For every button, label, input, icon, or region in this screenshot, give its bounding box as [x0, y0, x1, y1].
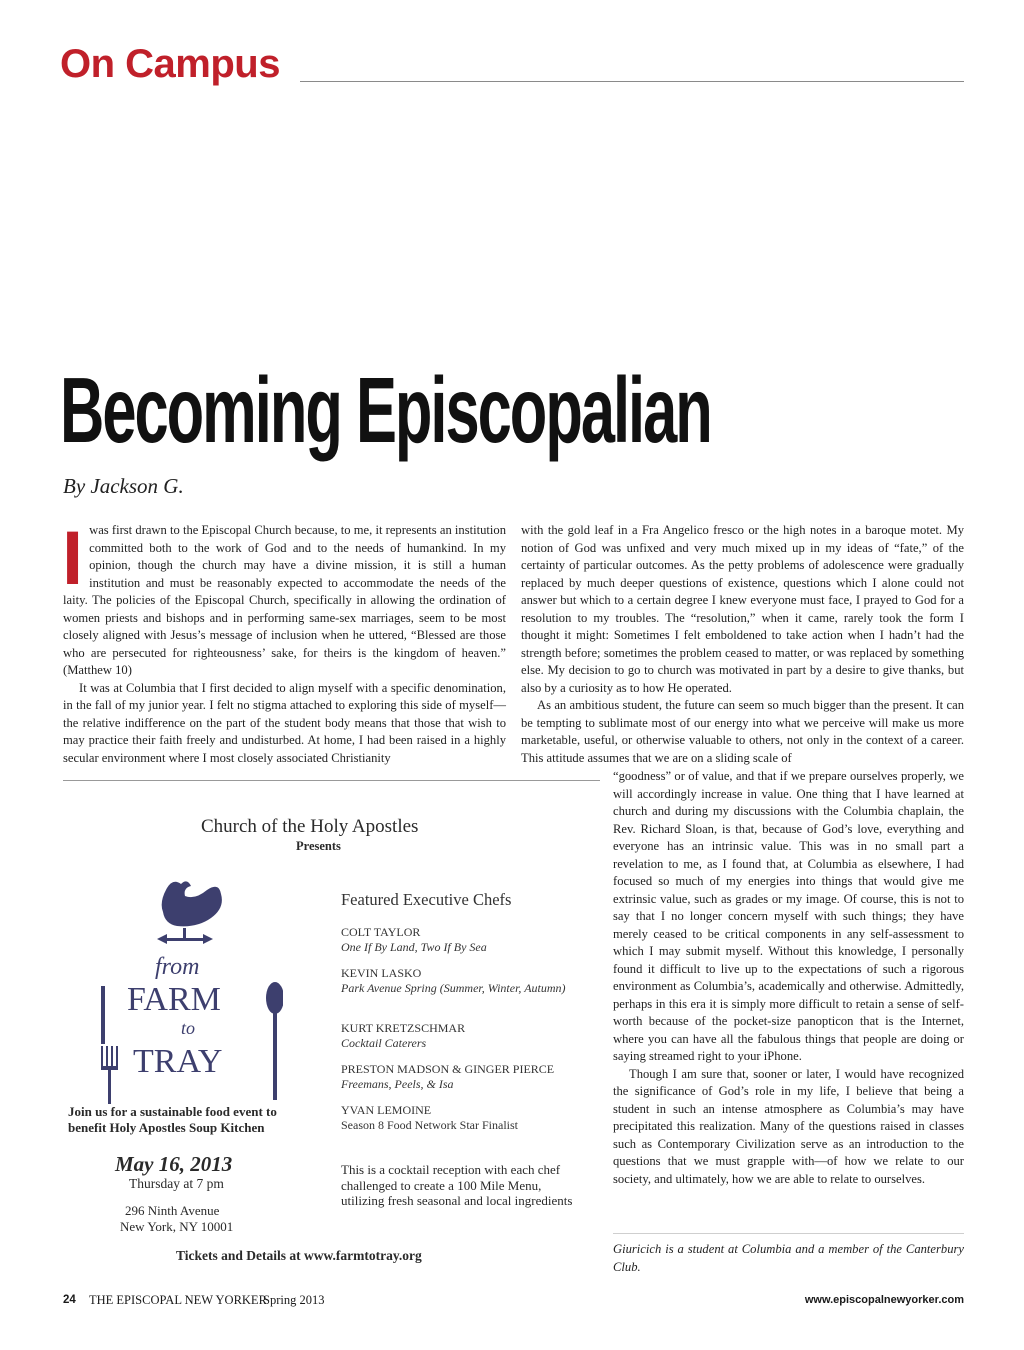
chef-entry [341, 925, 591, 955]
article-paragraph: It was at Columbia that I first decided to align myself with a specific denomination, in the fall of my junior year. I felt no stigma attached to exploring this side of myself—the relative indifference on the part of the student body means that those that wish to may practice their faith freely and undisturbed. At home, I had been raised in a highly secular environment where I most closely associated Christianity [63, 680, 506, 765]
section-label: On Campus [60, 42, 280, 86]
publication-name: THE EPISCOPAL NEW YORKER [89, 1293, 267, 1307]
fork-icon [101, 1046, 118, 1104]
ad-join-text: Join us for a sustainable food event to benefit Holy Apostles Soup Kitchen [68, 1104, 277, 1135]
ad-tickets-link: Tickets and Details at www.farmtotray.org [176, 1248, 422, 1263]
article-paragraph: As an ambitious student, the future can seem so much bigger than the present. It can be tempting to sublimate most of our energy into what we perceive will make us more marketable, useful, or otherwise valuable to others, not only in the context of a career. This attitude assumes that we are on a sliding scale of [521, 698, 964, 765]
ad-address-line-1: 296 Ninth Avenue [125, 1203, 220, 1218]
chef-restaurant: Cocktail Caterers [341, 1036, 427, 1050]
ad-church-name: Church of the Holy Apostles [201, 816, 419, 837]
chef-name: YVAN LEMOINE [341, 1103, 432, 1117]
article-paragraph: Though I am sure that, sooner or later, I would have recognized the significance of God’s role in my life, I believe that being a student in such an intense atmosphere as Columbia’s may have precipitated this realization. Many of the questions raised in classes such as Contemporary Civilization serve as an introduction to the questions that we must grapple with—of how we relate to our society, and ultimately, how we are able to relate to ourselves. [613, 1066, 964, 1186]
spoon-icon [266, 982, 283, 1100]
chef-name: KEVIN LASKO [341, 966, 422, 980]
chef-restaurant: Freemans, Peels, & Isa [341, 1077, 454, 1091]
byline: By Jackson G. [63, 474, 184, 498]
author-note-rule [613, 1233, 964, 1234]
chef-restaurant: One If By Land, Two If By Sea [341, 940, 487, 954]
issue-date: Spring 2013 [263, 1293, 325, 1307]
chef-name: KURT KRETZSCHMAR [341, 1021, 466, 1035]
logo-farm-text: FARM [127, 981, 221, 1018]
chef-entry [341, 966, 591, 996]
article-column-2 [521, 522, 964, 767]
chef-restaurant: Season 8 Food Network Star Finalist [341, 1118, 518, 1132]
ad-event-date: May 16, 2013 [115, 1152, 233, 1176]
ad-description: This is a cocktail reception with each chef challenged to create a 100 Mile Menu, utilizing fresh seasonal and local ingredients [341, 1162, 573, 1208]
article-paragraph: with the gold leaf in a Fra Angelico fresco or the high notes in a baroque motet. My notion of God was unfixed and very much mixed up in my ideas of “fate,” of the certainty of particular outcomes. As the petty problems of adolescence were gradually replaced by much deeper questions of existence, questions which I alone could not answer but which to a certain degree I knew everyone must face, I prayed to God for a resolution to my troubles. The “resolution,” when it came, rarely took the form I thought it might: Sometimes I felt emboldened to take action when I hadn’t had the strength before; sometimes the problem ceased to matter, or was replaced by something else. My decision to go to church was motivated in part by a desire to give thanks, but also by a curiosity as to how He operated. [521, 523, 964, 695]
article-paragraph: Iwas first drawn to the Episcopal Church because, to me, it represents an institution committed both to the work of God and to the needs of humankind. In my opinion, though the church may have a divine mission, it is still a human institution and must be reasonably expected to accommodate the needs of the laity. The policies of the Episcopal Church, specifically in allowing the ordination of women priests and bishops and in performing same-sex marriages, seem to be most closely aligned with Jesus’s message of inclusion when he uttered, “Blessed are those who are persecuted for righteousness’ sake, for theirs is the kingdom of heaven.” (Matthew 10) [62, 516, 506, 677]
article-headline: Becoming Episcopalian [60, 358, 711, 462]
chef-name: PRESTON MADSON & GINGER PIERCE [341, 1062, 555, 1076]
website-url: www.episcopalnewyorker.com [804, 1294, 964, 1306]
section-rule [300, 81, 964, 82]
event-advertisement [63, 782, 600, 1278]
chef-name: COLT TAYLOR [341, 925, 421, 939]
chef-restaurant: Park Avenue Spring (Summer, Winter, Autumn) [341, 981, 566, 995]
ad-presents: Presents [296, 839, 341, 853]
logo-to-text: to [181, 1018, 196, 1038]
logo-from-text: from [155, 954, 200, 980]
rooster-weathervane-icon [157, 881, 222, 944]
author-note: Giuricich is a student at Columbia and a member of the Canterbury Club. [613, 1242, 964, 1274]
ad-event-time: Thursday at 7 pm [129, 1176, 224, 1191]
logo-tray-text: TRAY [133, 1043, 223, 1080]
page-number: 24 [63, 1294, 76, 1306]
article-column-1 [62, 516, 506, 767]
ad-chefs-title: Featured Executive Chefs [341, 890, 512, 909]
ad-address-line-2: New York, NY 10001 [120, 1219, 234, 1234]
chef-entry [341, 1062, 591, 1092]
drop-cap: I [62, 516, 84, 601]
chef-entry [341, 1021, 591, 1051]
ad-top-rule [63, 780, 600, 781]
article-column-3 [613, 768, 964, 1188]
farm-to-tray-logo [97, 868, 283, 1104]
article-paragraph: “goodness” or of value, and that if we prepare ourselves properly, we will accordingly increase in value. One thing that I have learned at church and during my discussions with the Columbia chaplain, the Rev. Richard Sloan, is that, because of God’s love, everything and everyone has an intrinsic value. This was in no small part a revelation to me, as I found that, at Columbia as elsewhere, I had focused so much of my energies into things that would give me extrinsic value, such as grades or my image. Of course, this is not to say that I no longer concern myself with such things; they have merely ceased to be critical components in any self-assessment to which I may submit myself. Without this knowledge, I personally found it difficult to live up to the expectations of such a rigorous environment as Columbia’s, academically and otherwise. Admittedly, perhaps in this era it is simply more difficult to retain a sense of self-worth because of the pocket-size panopticon that is the Internet, where you can have all the fabulous things that people are doing or saying streamed right to your iPhone. [613, 769, 964, 1063]
chef-entry [341, 1103, 591, 1133]
